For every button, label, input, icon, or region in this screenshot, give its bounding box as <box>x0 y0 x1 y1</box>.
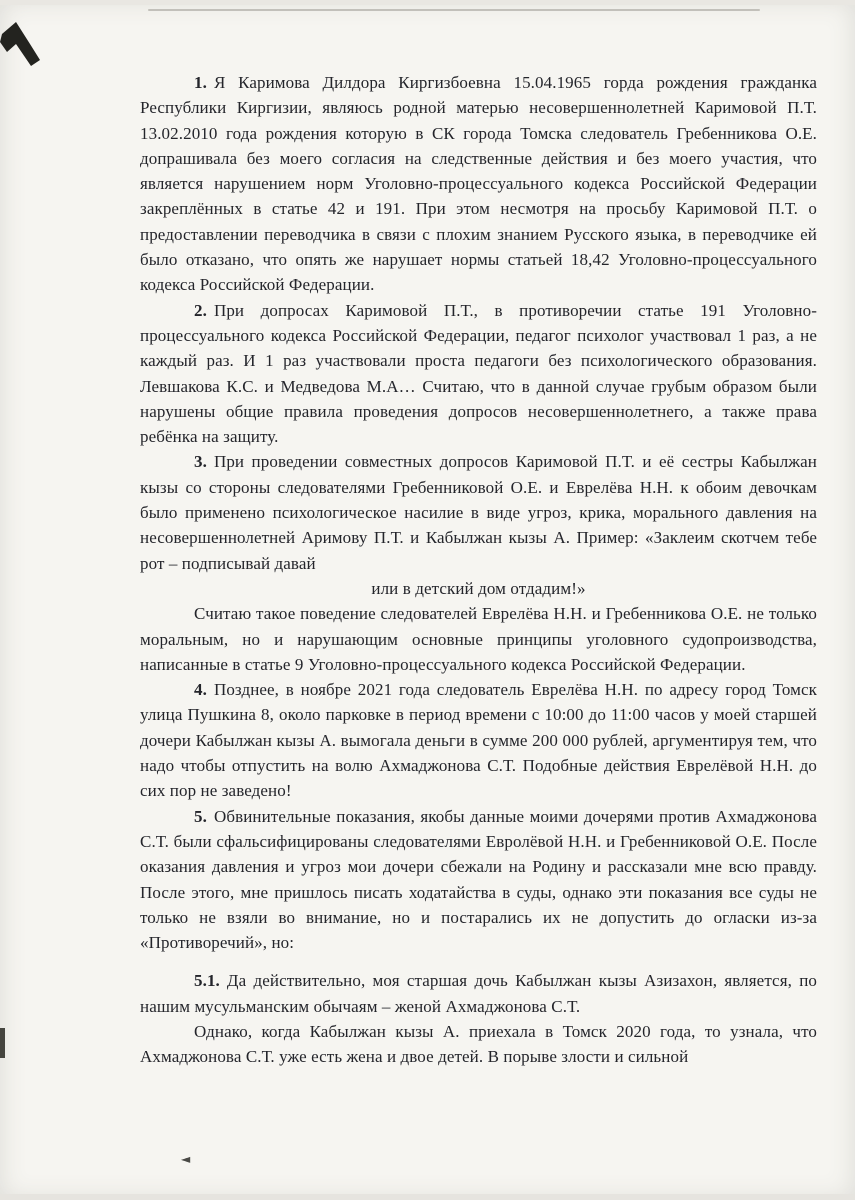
paragraph-text: или в детский дом отдадим!» <box>371 578 586 598</box>
paragraph-text: Однако, когда Кабылжан кызы А. приехала в Томск 2020 года, то узнала, что Ахмаджонова С.Т. уже есть жена и двое детей. В порыве злости и сильной <box>140 1021 817 1067</box>
scan-mark-top-left-icon <box>0 18 44 70</box>
scan-mark-left-edge <box>0 1028 5 1058</box>
paragraph-3-quote-line <box>140 576 817 601</box>
paragraph-number: 5. <box>194 806 207 826</box>
paragraph-text: Да действительно, моя старшая дочь Кабылжан кызы Азизахон, является, по нашим мусульманским обычаям – женой Ахмаджонова С.Т. <box>140 971 817 1016</box>
paragraph-5 <box>140 804 817 956</box>
paragraph-text: При допросах Каримовой П.Т., в противоречии статье 191 Уголовно-процессуального кодекса Российской Федерации, педагог психолог участвовал 1 раз, а не каждый раз. И 1 раз участвовали проста педагоги без психологического образования. Левшакова К.С. и Медведова М.А… Считаю, что в данной случае грубым образом были нарушены общие правила проведения допросов несовершеннолетнего, а также права ребёнка на защиту. <box>140 300 817 447</box>
paragraph-text: Обвинительные показания, якобы данные моими дочерями против Ахмаджонова С.Т. были сфальсифицированы следователями Евролёвой Н.Н. и Гребенниковой О.Е. После оказания давления и угроз мои дочери сбежали на Родину и рассказали мне всю правду. После этого, мне пришлось писать ходатайства в суды, однако эти показания все суды не только не взяли во внимание, но и постарались их не допустить до огласки из-за «Противоречий», но: <box>140 806 817 953</box>
paragraph-5-1 <box>140 968 817 1019</box>
paragraph-text: При проведении совместных допросов Каримовой П.Т. и её сестры Кабылжан кызы со стороны следователями Гребенниковой О.Е. и Еврелёва Н.Н. к обоим девочкам было применено психологическое насилие в виде угроз, крика, морального давления на несовершеннолетней Аримову П.Т. и Кабылжан кызы А. Пример: «Заклеим скотчем тебе рот – подписывай давай <box>140 452 817 573</box>
paragraph-number: 1. <box>194 73 207 92</box>
paragraph-opinion <box>140 601 817 677</box>
paragraph-2 <box>140 298 817 450</box>
paragraph-text: Считаю такое поведение следователей Еврелёва Н.Н. и Гребенникова О.Е. не только моральным, но и нарушающим основные принципы уголовного судопроизводства, написанные в статье 9 Уголовно-процессуального кодекса Российской Федерации. <box>140 604 817 674</box>
scan-edge-top <box>0 0 855 5</box>
paragraph-number: 4. <box>194 680 207 700</box>
paragraph-1 <box>140 70 817 298</box>
paragraph-number: 3. <box>194 452 207 472</box>
scan-scratch-line <box>148 9 760 11</box>
paragraph-number: 2. <box>194 300 207 320</box>
pen-mark-arrow-icon: ◄ <box>181 1152 191 1166</box>
scan-edge-bottom <box>0 1194 855 1200</box>
paragraph-4 <box>140 677 817 803</box>
paragraph-text: Я Каримова Дилдора Киргизбоевна 15.04.1965 горда рождения гражданка Республики Киргизии, являюсь родной матерью несовершеннолетней Каримовой П.Т. 13.02.2010 года рождения которую в СК города Томска следователь Гребенникова О.Е. допрашивала без моего согласия на следственные действия и без моего участия, что является нарушением норм Уголовно-процессуального кодекса Российской Федерации закреплённых в статье 42 и 191. При этом несмотря на просьбу Каримовой П.Т. о предоставлении переводчика в связи с плохим знанием Русского языка, в переводчике ей было отказано, что опять же нарушает нормы статьей 18,42 Уголовно-процессуального кодекса Российской Федерации. <box>140 73 817 295</box>
paragraph-text: Позднее, в ноябре 2021 года следователь Еврелёва Н.Н. по адресу город Томск улица Пушкина 8, около парковке в период времени с 10:00 до 11:00 часов у моей старшей дочери Кабылжан кызы А. вымогала деньги в сумме 200 000 рублей, аргументируя тем, что надо чтобы отпустить на волю Ахмаджонова С.Т. Подобные действия Еврелёвой Н.Н. до сих пор не заведено! <box>140 680 817 801</box>
paragraph-closing <box>140 1019 817 1070</box>
paragraph-3 <box>140 449 817 575</box>
paragraph-number: 5.1. <box>194 971 220 991</box>
document-text <box>140 70 817 1070</box>
